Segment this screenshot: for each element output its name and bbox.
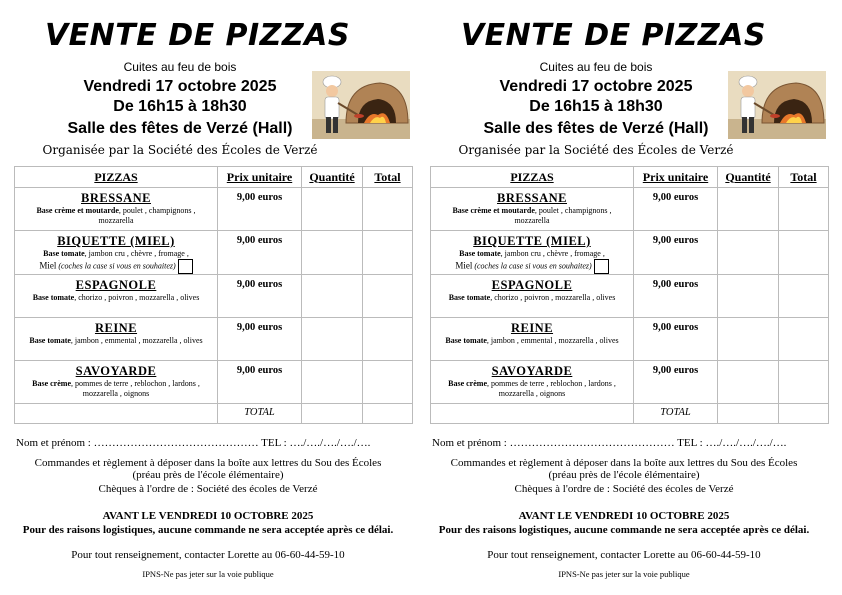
pizza-description: Base tomate, chorizo , poivron , mozzarella , olives [448,293,616,302]
pizza-description: Base tomate, jambon cru , chèvre , fromage , Miel (coches la case si vous en souhaitez) [15,249,217,274]
contact-line: Pour tout renseignement, contacter Lorette au 06-60-44-59-10 [487,549,761,561]
pizza-name: BIQUETTE (MIEL) [57,234,175,248]
table-header-row [15,167,413,188]
ipns-notice: IPNS-Ne pas jeter sur la voie publique [142,569,274,579]
pizza-description: Base tomate, chorizo , poivron , mozzarella , olives [32,293,200,302]
table-row [15,275,413,318]
total-quantity-cell[interactable] [718,404,779,424]
honey-checkbox[interactable] [594,259,609,274]
header-unit-price: Prix unitaire [634,167,718,188]
pizza-price: 9,00 euros [652,192,699,203]
quantity-cell[interactable] [718,188,779,231]
pizza-name: SAVOYARDE [75,364,157,378]
order-instructions: Commandes et règlement à déposer dans la boîte aux lettres du Sou des Écoles (préau près de l'école élémentaire) Chèques à l'ordre de : Société des écoles de Verzé [428,457,820,495]
pizza-price: 9,00 euros [236,322,283,333]
table-row [431,275,829,318]
pizza-price: 9,00 euros [652,322,699,333]
total-row [431,404,829,424]
cheque-line: Chèques à l'ordre de : Société des écoles de Verzé [514,483,734,495]
table-row [15,318,413,361]
table-header-row [431,167,829,188]
pizza-description: Base tomate, jambon , emmental , mozzarella , olives [445,336,619,345]
pizza-price: 9,00 euros [236,192,283,203]
pizza-chef-illustration [728,71,826,139]
honey-checkbox[interactable] [178,259,193,274]
header-total: Total [363,167,413,188]
flyer-subtitle: Cuites au feu de bois [539,60,653,74]
organizer-line: Organisée par la Société des Écoles de Verzé [458,143,734,157]
total-label: TOTAL [660,407,691,418]
header-pizzas: PIZZAS [431,167,634,188]
header-quantity: Quantité [302,167,363,188]
total-cell[interactable] [363,275,413,318]
grand-total-cell[interactable] [779,404,829,424]
pizza-name: BRESSANE [81,191,151,205]
deadline-notice: AVANT LE VENDREDI 10 OCTOBRE 2025 Pour des raisons logistiques, aucune commande ne sera acceptée après ce délai. [22,510,394,536]
pizza-name: ESPAGNOLE [75,278,157,292]
table-row [15,231,413,275]
total-cell[interactable] [779,188,829,231]
quantity-cell[interactable] [718,361,779,404]
event-date: Vendredi 17 octobre 2025 [83,78,277,95]
pizza-price: 9,00 euros [652,279,699,290]
table-row [431,188,829,231]
table-row [15,188,413,231]
pizza-chef-illustration [312,71,410,139]
pizza-name: BIQUETTE (MIEL) [473,234,591,248]
ipns-notice: IPNS-Ne pas jeter sur la voie publique [558,569,690,579]
pizza-price: 9,00 euros [236,365,283,376]
name-phone-line[interactable]: Nom et prénom : ……………………………………… TEL : …./…./…./…./…. [432,437,787,449]
name-phone-line[interactable]: Nom et prénom : ……………………………………… TEL : …./…./…./…./…. [16,437,371,449]
deadline-notice: AVANT LE VENDREDI 10 OCTOBRE 2025 Pour des raisons logistiques, aucune commande ne sera acceptée après ce délai. [438,510,810,536]
header-total: Total [779,167,829,188]
pizza-description: Base crème, pommes de terre , reblochon , lardons , mozzarella , oignons [32,379,200,398]
flyer-right [416,0,837,595]
total-cell[interactable] [363,231,413,275]
grand-total-cell[interactable] [363,404,413,424]
event-venue: Salle des fêtes de Verzé (Hall) [67,120,293,137]
pizza-description: Base crème et moutarde, poulet , champignons , mozzarella [452,206,612,225]
header-unit-price: Prix unitaire [218,167,302,188]
quantity-cell[interactable] [302,188,363,231]
header-pizzas: PIZZAS [15,167,218,188]
quantity-cell[interactable] [302,275,363,318]
pizza-description: Base tomate, jambon cru , chèvre , fromage , Miel (coches la case si vous en souhaitez) [431,249,633,274]
table-row [431,318,829,361]
flyer-title: VENTE DE PIZZAS [44,18,351,53]
total-cell[interactable] [363,361,413,404]
total-cell[interactable] [363,318,413,361]
pizza-name: REINE [510,321,554,335]
pizza-description: Base crème, pommes de terre , reblochon , lardons , mozzarella , oignons [448,379,616,398]
header-quantity: Quantité [718,167,779,188]
quantity-cell[interactable] [718,318,779,361]
order-table [14,166,413,424]
total-cell[interactable] [363,188,413,231]
pizza-price: 9,00 euros [236,279,283,290]
table-row [431,361,829,404]
quantity-cell[interactable] [718,275,779,318]
table-row [15,361,413,404]
total-cell[interactable] [779,275,829,318]
flyer-title: VENTE DE PIZZAS [460,18,767,53]
order-instructions: Commandes et règlement à déposer dans la boîte aux lettres du Sou des Écoles (préau près de l'école élémentaire) Chèques à l'ordre de : Société des écoles de Verzé [12,457,404,495]
contact-line: Pour tout renseignement, contacter Lorette au 06-60-44-59-10 [71,549,345,561]
total-cell[interactable] [779,231,829,275]
pizza-name: BRESSANE [497,191,567,205]
total-cell[interactable] [779,318,829,361]
quantity-cell[interactable] [718,231,779,275]
quantity-cell[interactable] [302,231,363,275]
pizza-description: Base crème et moutarde, poulet , champignons , mozzarella [36,206,196,225]
pizza-description: Base tomate, jambon , emmental , mozzarella , olives [29,336,203,345]
total-cell[interactable] [779,361,829,404]
pizza-name: ESPAGNOLE [491,278,573,292]
event-time: De 16h15 à 18h30 [529,98,663,115]
table-row [431,231,829,275]
pizza-price: 9,00 euros [236,235,283,246]
cheque-line: Chèques à l'ordre de : Société des écoles de Verzé [98,483,318,495]
pizza-price: 9,00 euros [652,365,699,376]
total-quantity-cell[interactable] [302,404,363,424]
order-table [430,166,829,424]
flyer-subtitle: Cuites au feu de bois [123,60,237,74]
pizza-name: SAVOYARDE [491,364,573,378]
event-date: Vendredi 17 octobre 2025 [499,78,693,95]
quantity-cell[interactable] [302,318,363,361]
event-venue: Salle des fêtes de Verzé (Hall) [483,120,709,137]
total-label: TOTAL [244,407,275,418]
quantity-cell[interactable] [302,361,363,404]
pizza-price: 9,00 euros [652,235,699,246]
total-row [15,404,413,424]
event-time: De 16h15 à 18h30 [113,98,247,115]
pizza-name: REINE [94,321,138,335]
organizer-line: Organisée par la Société des Écoles de Verzé [42,143,318,157]
